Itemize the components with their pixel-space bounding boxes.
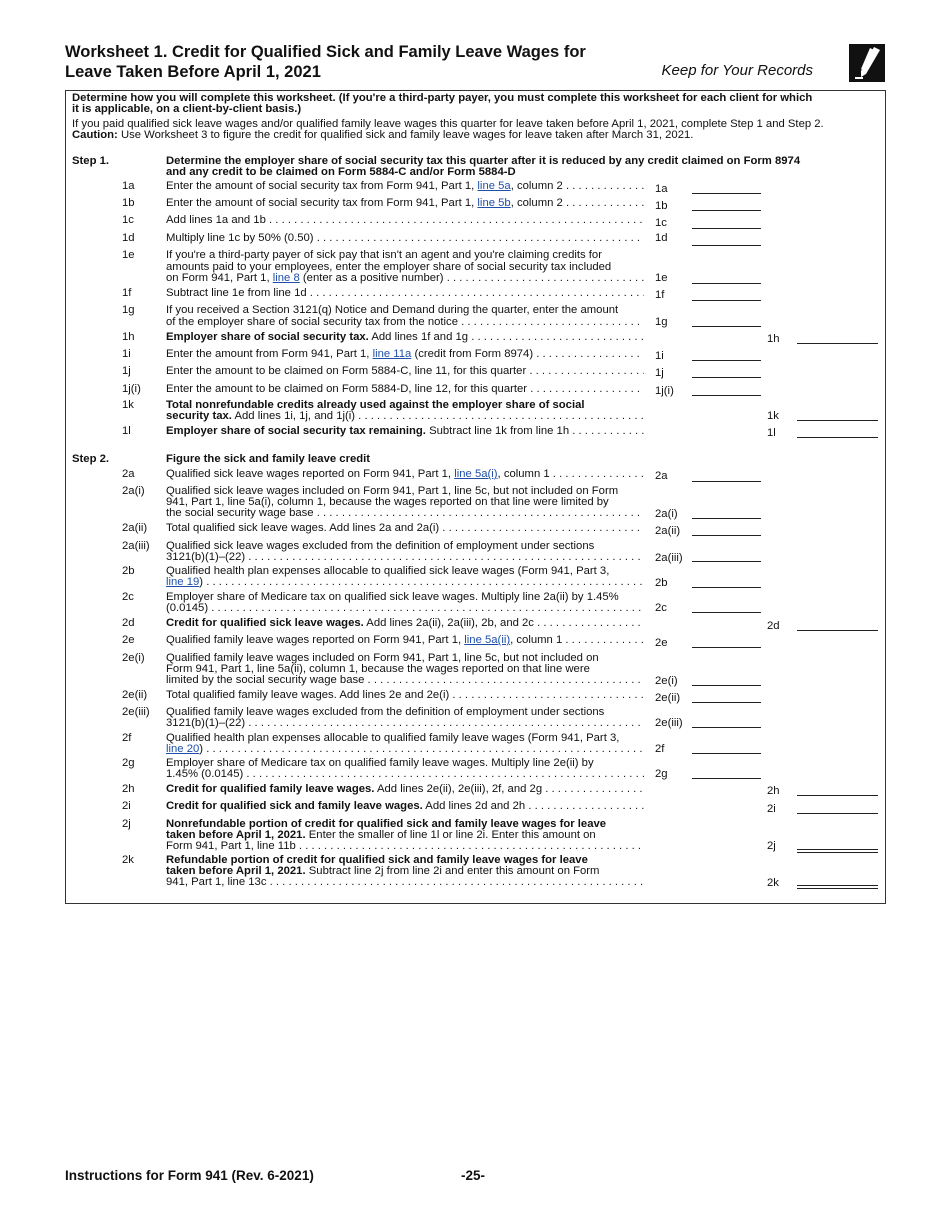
amount-field-1b[interactable] — [692, 210, 761, 211]
step2-label: Step 2. — [72, 453, 110, 465]
amount-field-2e-i[interactable] — [692, 685, 761, 686]
line-num-2f: 2f — [122, 732, 132, 744]
line-2a-iii-text-2: 3121(b)(1)–(22) . . . — [166, 552, 644, 564]
amount-field-2a-i[interactable] — [692, 518, 761, 519]
amount-field-1i[interactable] — [692, 360, 761, 361]
box-label-2e-ii: 2e(ii) — [655, 692, 681, 704]
line-num-1k: 1k — [122, 399, 134, 411]
amount-field-1g[interactable] — [692, 326, 761, 327]
link-line-8[interactable]: line 8 — [272, 273, 300, 284]
step1-heading-1: Determine the employer share of social security tax this quarter after it is reduced by any credit claimed on Form 8974 — [166, 155, 801, 167]
line-2a-i-text-3: the social security wage base . . . — [166, 508, 644, 520]
amount-field-2h[interactable] — [797, 795, 878, 796]
line-2c-text-2: (0.0145) . . . — [166, 603, 644, 615]
line-2f-text-1: Qualified health plan expenses allocable to qualified family leave wages (Form 941, Part 3, — [166, 732, 620, 744]
line-2i-text: Credit for qualified sick and family leave wages. Add lines 2d and 2h . . . — [166, 801, 644, 813]
amount-field-1f[interactable] — [692, 300, 761, 301]
box-label-1i: 1i — [655, 350, 664, 362]
line-2e-iii-text-1: Qualified family leave wages excluded from the definition of employment under sections — [166, 706, 605, 718]
line-2a-i-text-2: 941, Part 1, line 5a(i), column 1, because the wages reported on that line were limited by — [166, 496, 609, 508]
box-label-2e: 2e — [655, 637, 668, 649]
line-2e-ii-text: Total qualified family leave wages. Add lines 2e and 2e(i) . . . — [166, 690, 644, 702]
amount-field-2j[interactable] — [797, 849, 878, 853]
worksheet-header — [65, 42, 885, 82]
box-label-1a: 1a — [655, 183, 668, 195]
line-2a-i-text-1: Qualified sick leave wages included on Form 941, Part 1, line 5c, but not included on Form — [166, 485, 619, 497]
amount-field-1j-i[interactable] — [692, 395, 761, 396]
line-2e-iii-text-2: 3121(b)(1)–(22) . . . — [166, 718, 644, 730]
line-2b-text-1: Qualified health plan expenses allocable to qualified sick leave wages (Form 941, Part 3, — [166, 565, 610, 577]
keep-for-records: Keep for Your Records — [661, 62, 813, 79]
step2-heading: Figure the sick and family leave credit — [166, 453, 371, 465]
box-label-2h: 2h — [767, 785, 780, 797]
box-label-1l: 1l — [767, 427, 776, 439]
line-2k-text-2: taken before April 1, 2021. Subtract line 2j from line 2i and enter this amount on Form — [166, 865, 600, 877]
box-label-2b: 2b — [655, 577, 668, 589]
line-2e-i-text-3: limited by the social security wage base . . . — [166, 675, 644, 687]
amount-field-2k[interactable] — [797, 885, 878, 889]
box-label-1e: 1e — [655, 272, 668, 284]
line-1h-text: Employer share of social security tax. Add lines 1f and 1g . . . — [166, 332, 644, 344]
line-2j-text-3: Form 941, Part 1, line 11b . . . — [166, 841, 644, 853]
line-num-1c: 1c — [122, 214, 134, 226]
amount-field-1a[interactable] — [692, 193, 761, 194]
line-num-1i: 1i — [122, 348, 131, 360]
line-num-2k: 2k — [122, 854, 134, 866]
box-label-1h: 1h — [767, 333, 780, 345]
intro-bold-line-2: it is applicable, on a client-by-client basis.) — [72, 103, 302, 115]
box-label-2a-iii: 2a(iii) — [655, 552, 683, 564]
box-label-2j: 2j — [767, 840, 776, 852]
amount-field-1k[interactable] — [797, 420, 878, 421]
box-label-2e-iii: 2e(iii) — [655, 717, 683, 729]
line-2k-text-1: Refundable portion of credit for qualified sick and family leave wages for leave — [166, 854, 588, 866]
intro-bold-line-1: Determine how you will complete this worksheet. (If you're a third-party payer, you must complete this worksheet for each client for which — [72, 92, 813, 104]
caution-label: Caution: — [72, 129, 118, 141]
amount-field-2f[interactable] — [692, 753, 761, 754]
line-2e-i-text-2: Form 941, Part 1, line 5a(ii), column 1, because the wages reported on that line were — [166, 663, 590, 675]
line-2a-iii-text-1: Qualified sick leave wages excluded from the definition of employment under sections — [166, 540, 595, 552]
line-2e-i-text-1: Qualified family leave wages included on Form 941, Part 1, line 5c, but not included on — [166, 652, 599, 664]
line-num-2e-iii: 2e(iii) — [122, 706, 150, 718]
box-label-1j: 1j — [655, 367, 664, 379]
amount-field-2a-iii[interactable] — [692, 561, 761, 562]
pen-icon — [849, 44, 885, 82]
amount-field-1e[interactable] — [692, 283, 761, 284]
line-1g-text-1: If you received a Section 3121(q) Notice and Demand during the quarter, enter the amount — [166, 304, 619, 316]
line-2j-text-1: Nonrefundable portion of credit for qualified sick and family leave wages for leave — [166, 818, 607, 830]
footer-form-title: Instructions for Form 941 (Rev. 6-2021) — [65, 1168, 314, 1183]
line-num-2e: 2e — [122, 634, 135, 646]
line-num-2j: 2j — [122, 818, 131, 830]
line-num-1h: 1h — [122, 331, 135, 343]
amount-field-1c[interactable] — [692, 228, 761, 229]
title-line-1: Worksheet 1. Credit for Qualified Sick and Family Leave Wages for — [65, 43, 586, 61]
amount-field-2d[interactable] — [797, 630, 878, 631]
line-num-2h: 2h — [122, 783, 135, 795]
line-num-2a-i: 2a(i) — [122, 485, 145, 497]
line-2e-text: Qualified family leave wages reported on Form 941, Part 1, line 5a(ii), column 1 . . . — [166, 635, 644, 647]
line-2f-text-2: line 20) . . . — [166, 744, 644, 756]
link-line-5a-i[interactable]: line 5a(i) — [454, 469, 498, 480]
intro-text: If you paid qualified sick leave wages and/or qualified family leave wages this quarter for leave taken before April 1, 2021, complete Step 1 and Step 2. — [72, 118, 824, 130]
line-2a-ii-text: Total qualified sick leave wages. Add lines 2a and 2a(i) . . . — [166, 523, 644, 535]
box-label-2i: 2i — [767, 803, 776, 815]
box-label-2a-ii: 2a(ii) — [655, 525, 681, 537]
amount-field-1l[interactable] — [797, 437, 878, 438]
line-1i-text: Enter the amount from Form 941, Part 1, line 11a (credit from Form 8974) . . . — [166, 349, 644, 361]
line-num-2i: 2i — [122, 800, 131, 812]
line-1f-text: Subtract line 1e from line 1d . . . — [166, 288, 644, 300]
link-line-5a-ii[interactable]: line 5a(ii) — [464, 635, 511, 646]
line-num-1b: 1b — [122, 197, 135, 209]
line-1e-text-1: If you're a third-party payer of sick pay that isn't an agent and you're claiming credits for — [166, 249, 602, 261]
box-label-2a: 2a — [655, 470, 668, 482]
box-label-1f: 1f — [655, 289, 665, 301]
line-num-2e-i: 2e(i) — [122, 652, 145, 664]
step1-heading-2: and any credit to be claimed on Form 5884-C and/or Form 5884-D — [166, 166, 516, 178]
amount-field-2e[interactable] — [692, 647, 761, 648]
box-label-1j-i: 1j(i) — [655, 385, 674, 397]
line-num-2a-ii: 2a(ii) — [122, 522, 148, 534]
line-num-1l: 1l — [122, 425, 131, 437]
line-num-1j: 1j — [122, 365, 131, 377]
link-line-19[interactable]: line 19 — [166, 577, 200, 588]
box-label-2k: 2k — [767, 877, 779, 889]
line-1k-text-2: security tax. Add lines 1i, 1j, and 1j(i) . . . — [166, 411, 644, 423]
line-2b-text-2: line 19) . . . — [166, 577, 644, 589]
box-label-2a-i: 2a(i) — [655, 508, 678, 520]
box-label-1k: 1k — [767, 410, 779, 422]
line-num-2b: 2b — [122, 565, 135, 577]
box-label-2c: 2c — [655, 602, 667, 614]
line-num-2g: 2g — [122, 757, 135, 769]
line-1a-text: Enter the amount of social security tax from Form 941, Part 1, line 5a, column 2 . . . — [166, 181, 644, 193]
line-1j-i-text: Enter the amount to be claimed on Form 5884-D, line 12, for this quarter . . . — [166, 384, 644, 396]
line-2k-text-3: 941, Part 1, line 13c . . . — [166, 877, 644, 889]
amount-field-2a-ii[interactable] — [692, 535, 761, 536]
box-label-2e-i: 2e(i) — [655, 675, 678, 687]
line-num-1f: 1f — [122, 287, 132, 299]
line-2g-text-1: Employer share of Medicare tax on qualified family leave wages. Multiply line 2e(ii) by — [166, 757, 594, 769]
line-num-2a-iii: 2a(iii) — [122, 540, 150, 552]
line-2j-text-2: taken before April 1, 2021. Enter the smaller of line 1l or line 2i. Enter this amount on — [166, 829, 596, 841]
amount-field-2g[interactable] — [692, 778, 761, 779]
line-num-1g: 1g — [122, 304, 135, 316]
amount-field-1d[interactable] — [692, 245, 761, 246]
link-line-5a[interactable]: line 5a — [477, 181, 511, 192]
line-num-2d: 2d — [122, 617, 135, 629]
line-num-1j-i: 1j(i) — [122, 383, 141, 395]
line-2c-text-1: Employer share of Medicare tax on qualified sick leave wages. Multiply line 2a(ii) by 1.45% — [166, 591, 619, 603]
line-2d-text: Credit for qualified sick leave wages. Add lines 2a(ii), 2a(iii), 2b, and 2c . . . — [166, 618, 644, 630]
box-label-2g: 2g — [655, 768, 668, 780]
worksheet-title — [65, 42, 665, 82]
line-1e-text-2: amounts paid to your employees, enter the employer share of social security tax included — [166, 261, 612, 273]
line-1e-text-3: on Form 941, Part 1, line 8 (enter as a positive number) . . . — [166, 273, 644, 285]
link-line-20[interactable]: line 20 — [166, 744, 200, 755]
line-num-2e-ii: 2e(ii) — [122, 689, 148, 701]
amount-field-2e-ii[interactable] — [692, 702, 761, 703]
box-label-2f: 2f — [655, 743, 665, 755]
page-number: -25- — [461, 1168, 486, 1183]
box-label-1b: 1b — [655, 200, 668, 212]
caution-text: Use Worksheet 3 to figure the credit for qualified sick and family leave wages for leave taken after March 31, 2021. — [117, 129, 694, 141]
line-1b-text: Enter the amount of social security tax from Form 941, Part 1, line 5b, column 2 . . . — [166, 198, 644, 210]
line-1g-text-2: of the employer share of social security tax from the notice . . . — [166, 317, 644, 329]
line-2h-text: Credit for qualified family leave wages. Add lines 2e(ii), 2e(iii), 2f, and 2g . . . — [166, 784, 644, 796]
line-1c-text: Add lines 1a and 1b . . . — [166, 215, 644, 227]
caution-line — [72, 130, 693, 142]
amount-field-2b[interactable] — [692, 587, 761, 588]
amount-field-2a[interactable] — [692, 481, 761, 482]
step1-label: Step 1. — [72, 155, 110, 167]
link-line-5b[interactable]: line 5b — [477, 198, 511, 209]
box-label-1g: 1g — [655, 316, 668, 328]
line-num-1e: 1e — [122, 249, 135, 261]
amount-field-2i[interactable] — [797, 813, 878, 814]
amount-field-2c[interactable] — [692, 612, 761, 613]
line-num-2c: 2c — [122, 591, 134, 603]
amount-field-2e-iii[interactable] — [692, 727, 761, 728]
line-num-2a: 2a — [122, 468, 135, 480]
line-1k-text-1: Total nonrefundable credits already used against the employer share of social — [166, 399, 585, 411]
line-num-1d: 1d — [122, 232, 135, 244]
line-1j-text: Enter the amount to be claimed on Form 5884-C, line 11, for this quarter . . . — [166, 366, 644, 378]
link-line-11a[interactable]: line 11a — [372, 349, 412, 360]
box-label-1d: 1d — [655, 232, 668, 244]
line-1l-text: Employer share of social security tax remaining. Subtract line 1k from line 1h . . . — [166, 426, 644, 438]
amount-field-1j[interactable] — [692, 377, 761, 378]
title-line-2: Leave Taken Before April 1, 2021 — [65, 63, 321, 81]
line-num-1a: 1a — [122, 180, 135, 192]
line-2a-text: Qualified sick leave wages reported on Form 941, Part 1, line 5a(i), column 1 . . . — [166, 469, 644, 481]
box-label-1c: 1c — [655, 217, 667, 229]
line-2g-text-2: 1.45% (0.0145) . . . — [166, 769, 644, 781]
amount-field-1h[interactable] — [797, 343, 878, 344]
box-label-2d: 2d — [767, 620, 780, 632]
line-1d-text: Multiply line 1c by 50% (0.50) . . . — [166, 233, 644, 245]
